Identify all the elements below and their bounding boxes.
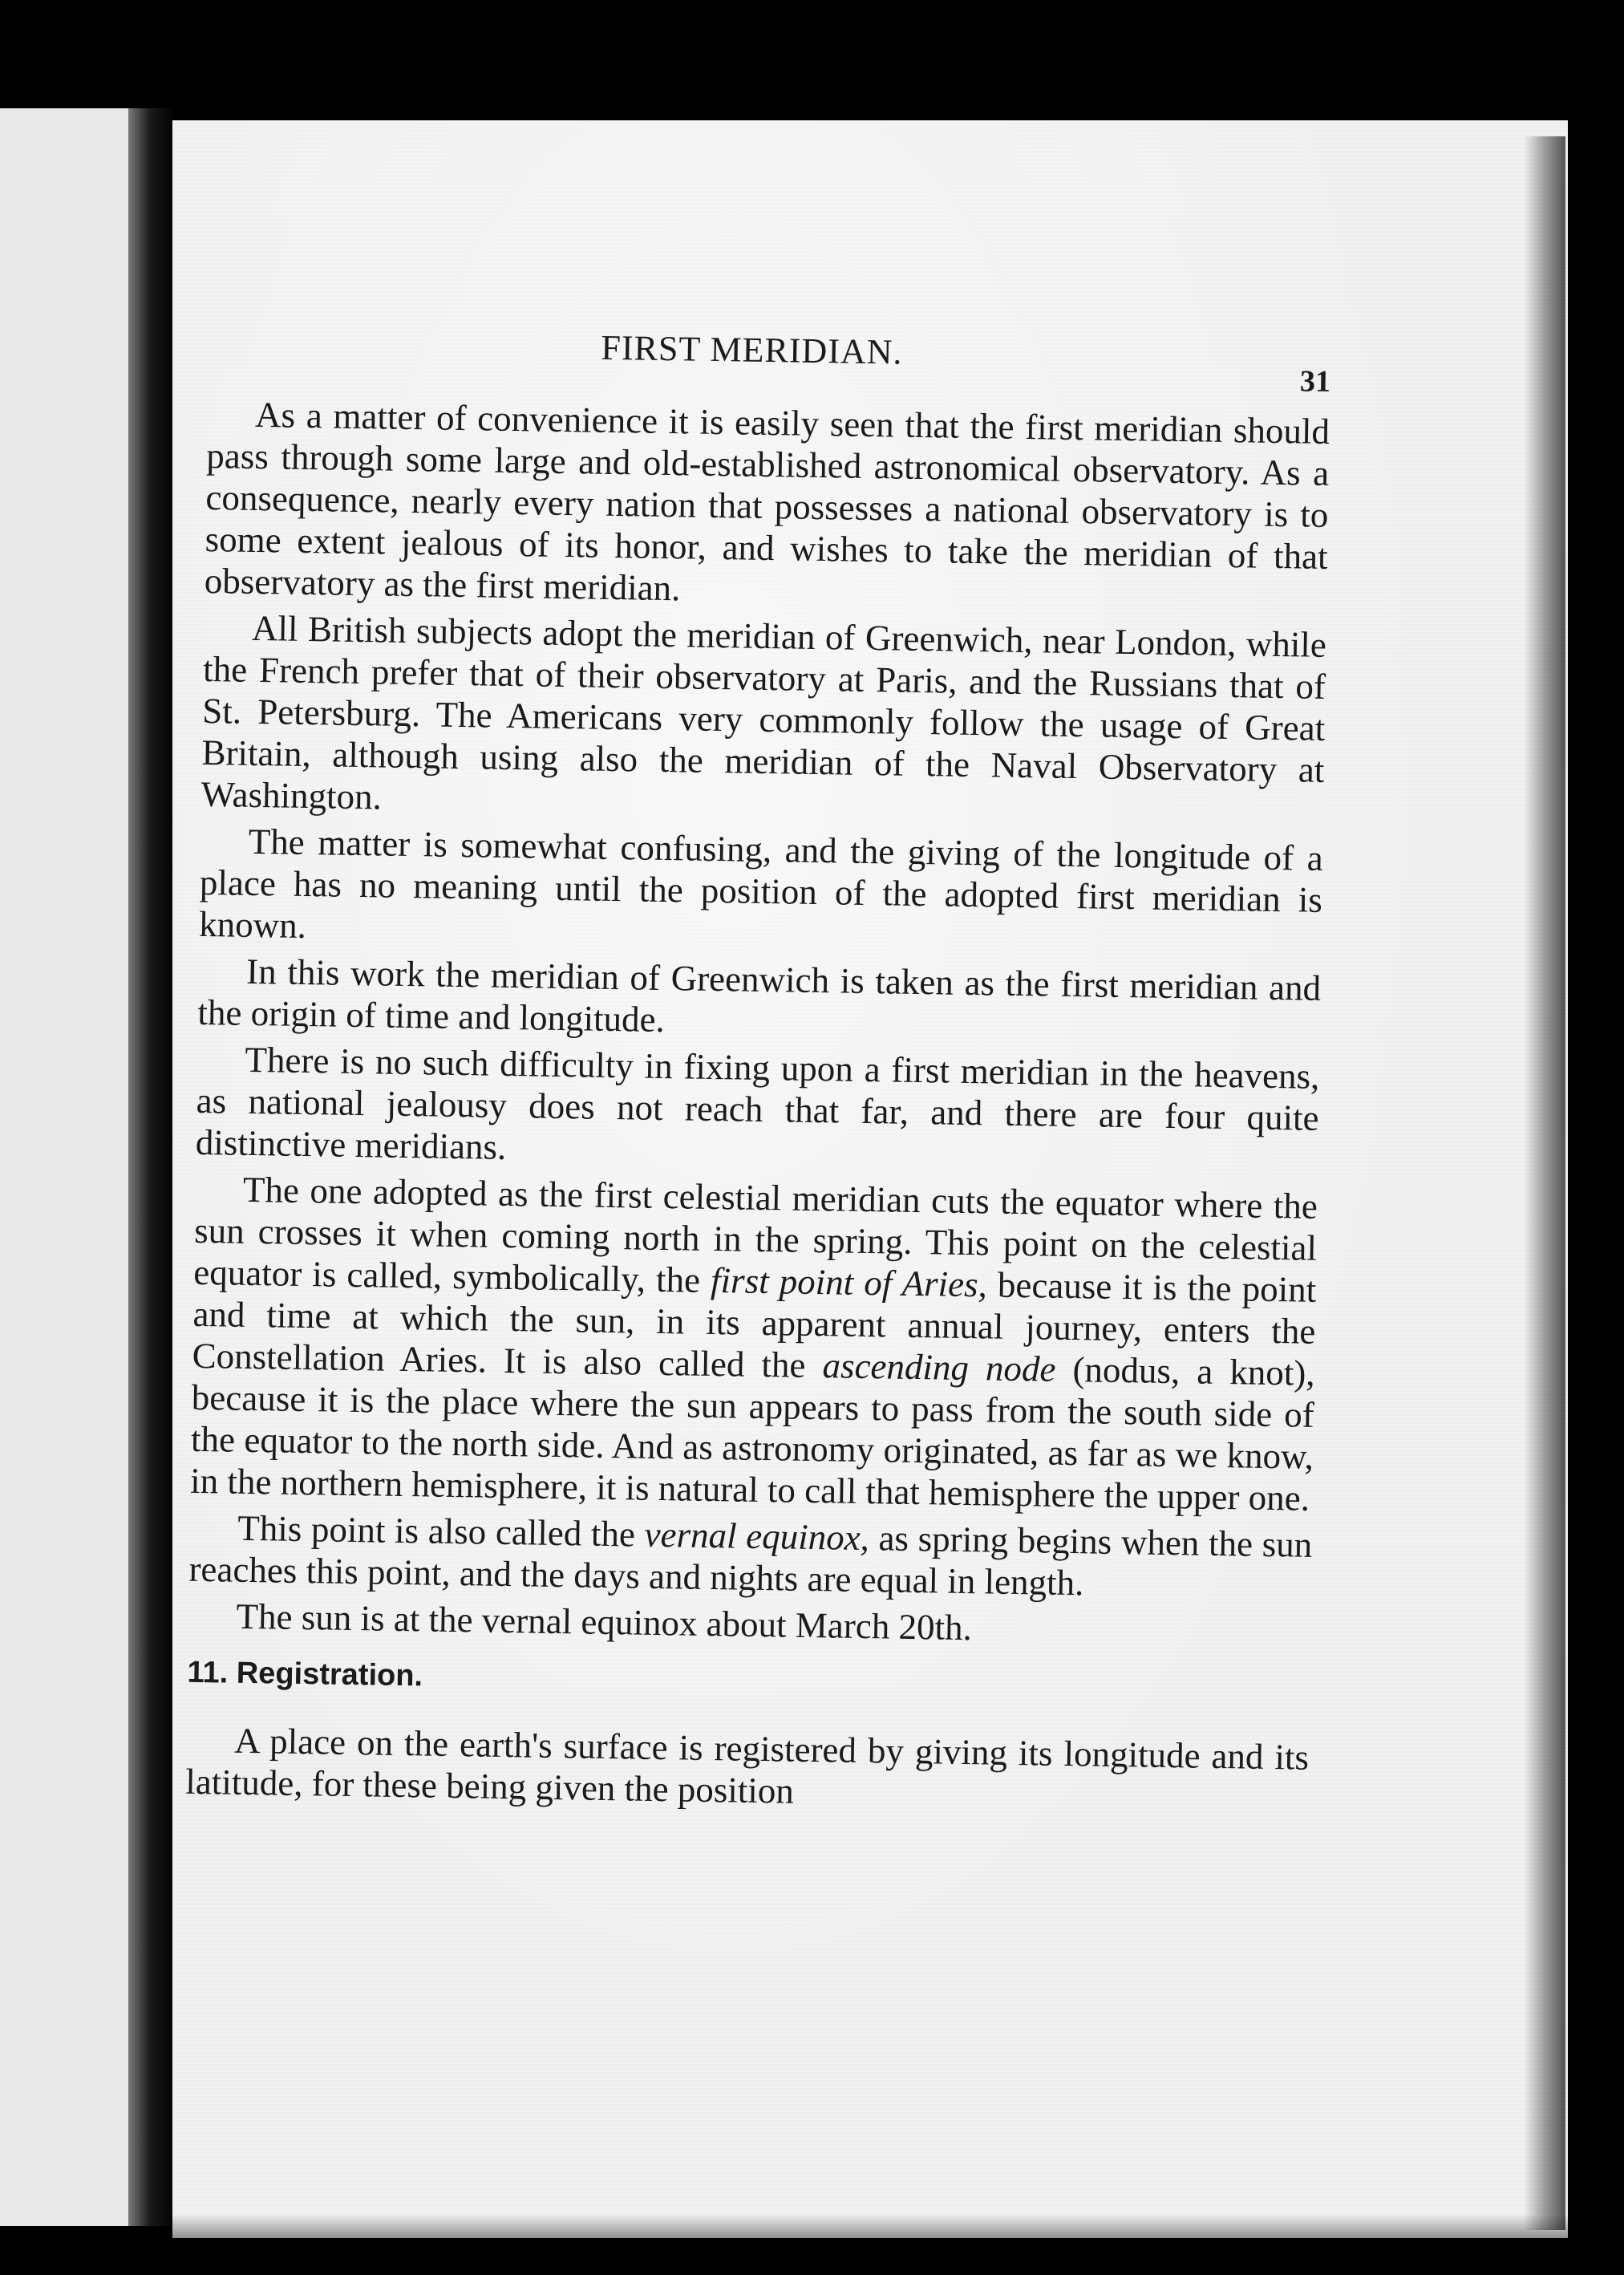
page-bottom-shadow: [172, 2214, 1568, 2238]
page-edge-shadow: [1524, 136, 1565, 2230]
paragraph-convenience: As a matter of convenience it is easily seen that the first meridian should pass through some large and old-established astronomical observatory. As a consequence, nearly every nation that possesses a national observatory is to some extent jealous of its honor, and wishes to take the meridian of that observatory as the first meridian.: [204, 394, 1330, 609]
page-number: 31: [1299, 364, 1331, 399]
book-gutter-shadow: [128, 108, 176, 2226]
page-text-block: [185, 321, 1331, 1825]
paragraph-confusing: The matter is somewhat confusing, and the giving of the longitude of a place has no meaning until the position of the adopted first meridian is known.: [198, 821, 1324, 947]
text-run: The one adopted as the first celestial meridian cuts the equator where the sun crosses it when coming north in the spring. This point on the celestial equator is called, symbolically, the: [192, 1169, 1318, 1300]
running-title: FIRST MERIDIAN.: [601, 327, 903, 372]
text-run: This point is also called the: [237, 1507, 646, 1555]
paragraph-british-subjects: All British subjects adopt the meridian of Greenwich, near London, while the French prefer that of their observatory at Paris, and the Russians that of St. Petersburg. The Americans very commonly follow the usage of Great Britain, although using also the meridian of the Naval Observatory at Washington.: [200, 607, 1327, 817]
paragraph-vernal-equinox: [188, 1507, 1312, 1608]
adjacent-page-strip: [0, 108, 148, 2226]
text-run: because it is the point and time at which the sun, in its apparent annual journey, enters the Constellation Aries. It is also called the: [192, 1264, 1317, 1386]
paragraph-registration: A place on the earth's surface is registered by giving its longitude and its latitude, for these being given the position: [185, 1720, 1310, 1811]
paragraph-heavens: There is no such difficulty in fixing upon a first meridian in the heavens, as national jealousy does not reach that far, and there are four quite distinctive meridians.: [195, 1039, 1320, 1167]
text-run: (nodus, a knot), because it is the place where the sun appears to pass from the south side of the equator to the north side. And as astronomy originated, as far as we know, in the northern hemisphere, it is natural to call that hemisphere the upper one.: [189, 1348, 1315, 1519]
paragraph-greenwich: In this work the meridian of Greenwich is taken as the first meridian and the origin of time and longitude.: [197, 951, 1322, 1040]
text-run: as spring begins when the sun reaches this point, and the days and nights are equal in length.: [188, 1518, 1313, 1604]
italic-term-vernal-equinox: vernal equinox,: [644, 1514, 870, 1559]
paragraph-celestial-meridian: [190, 1168, 1318, 1519]
paragraph-march-20: The sun is at the vernal equinox about March 20th.: [236, 1596, 973, 1648]
italic-term-first-point-of-aries: first point of Aries,: [710, 1259, 988, 1305]
italic-term-ascending-node: ascending node: [822, 1345, 1056, 1389]
section-heading-registration: 11. Registration.: [187, 1655, 423, 1693]
